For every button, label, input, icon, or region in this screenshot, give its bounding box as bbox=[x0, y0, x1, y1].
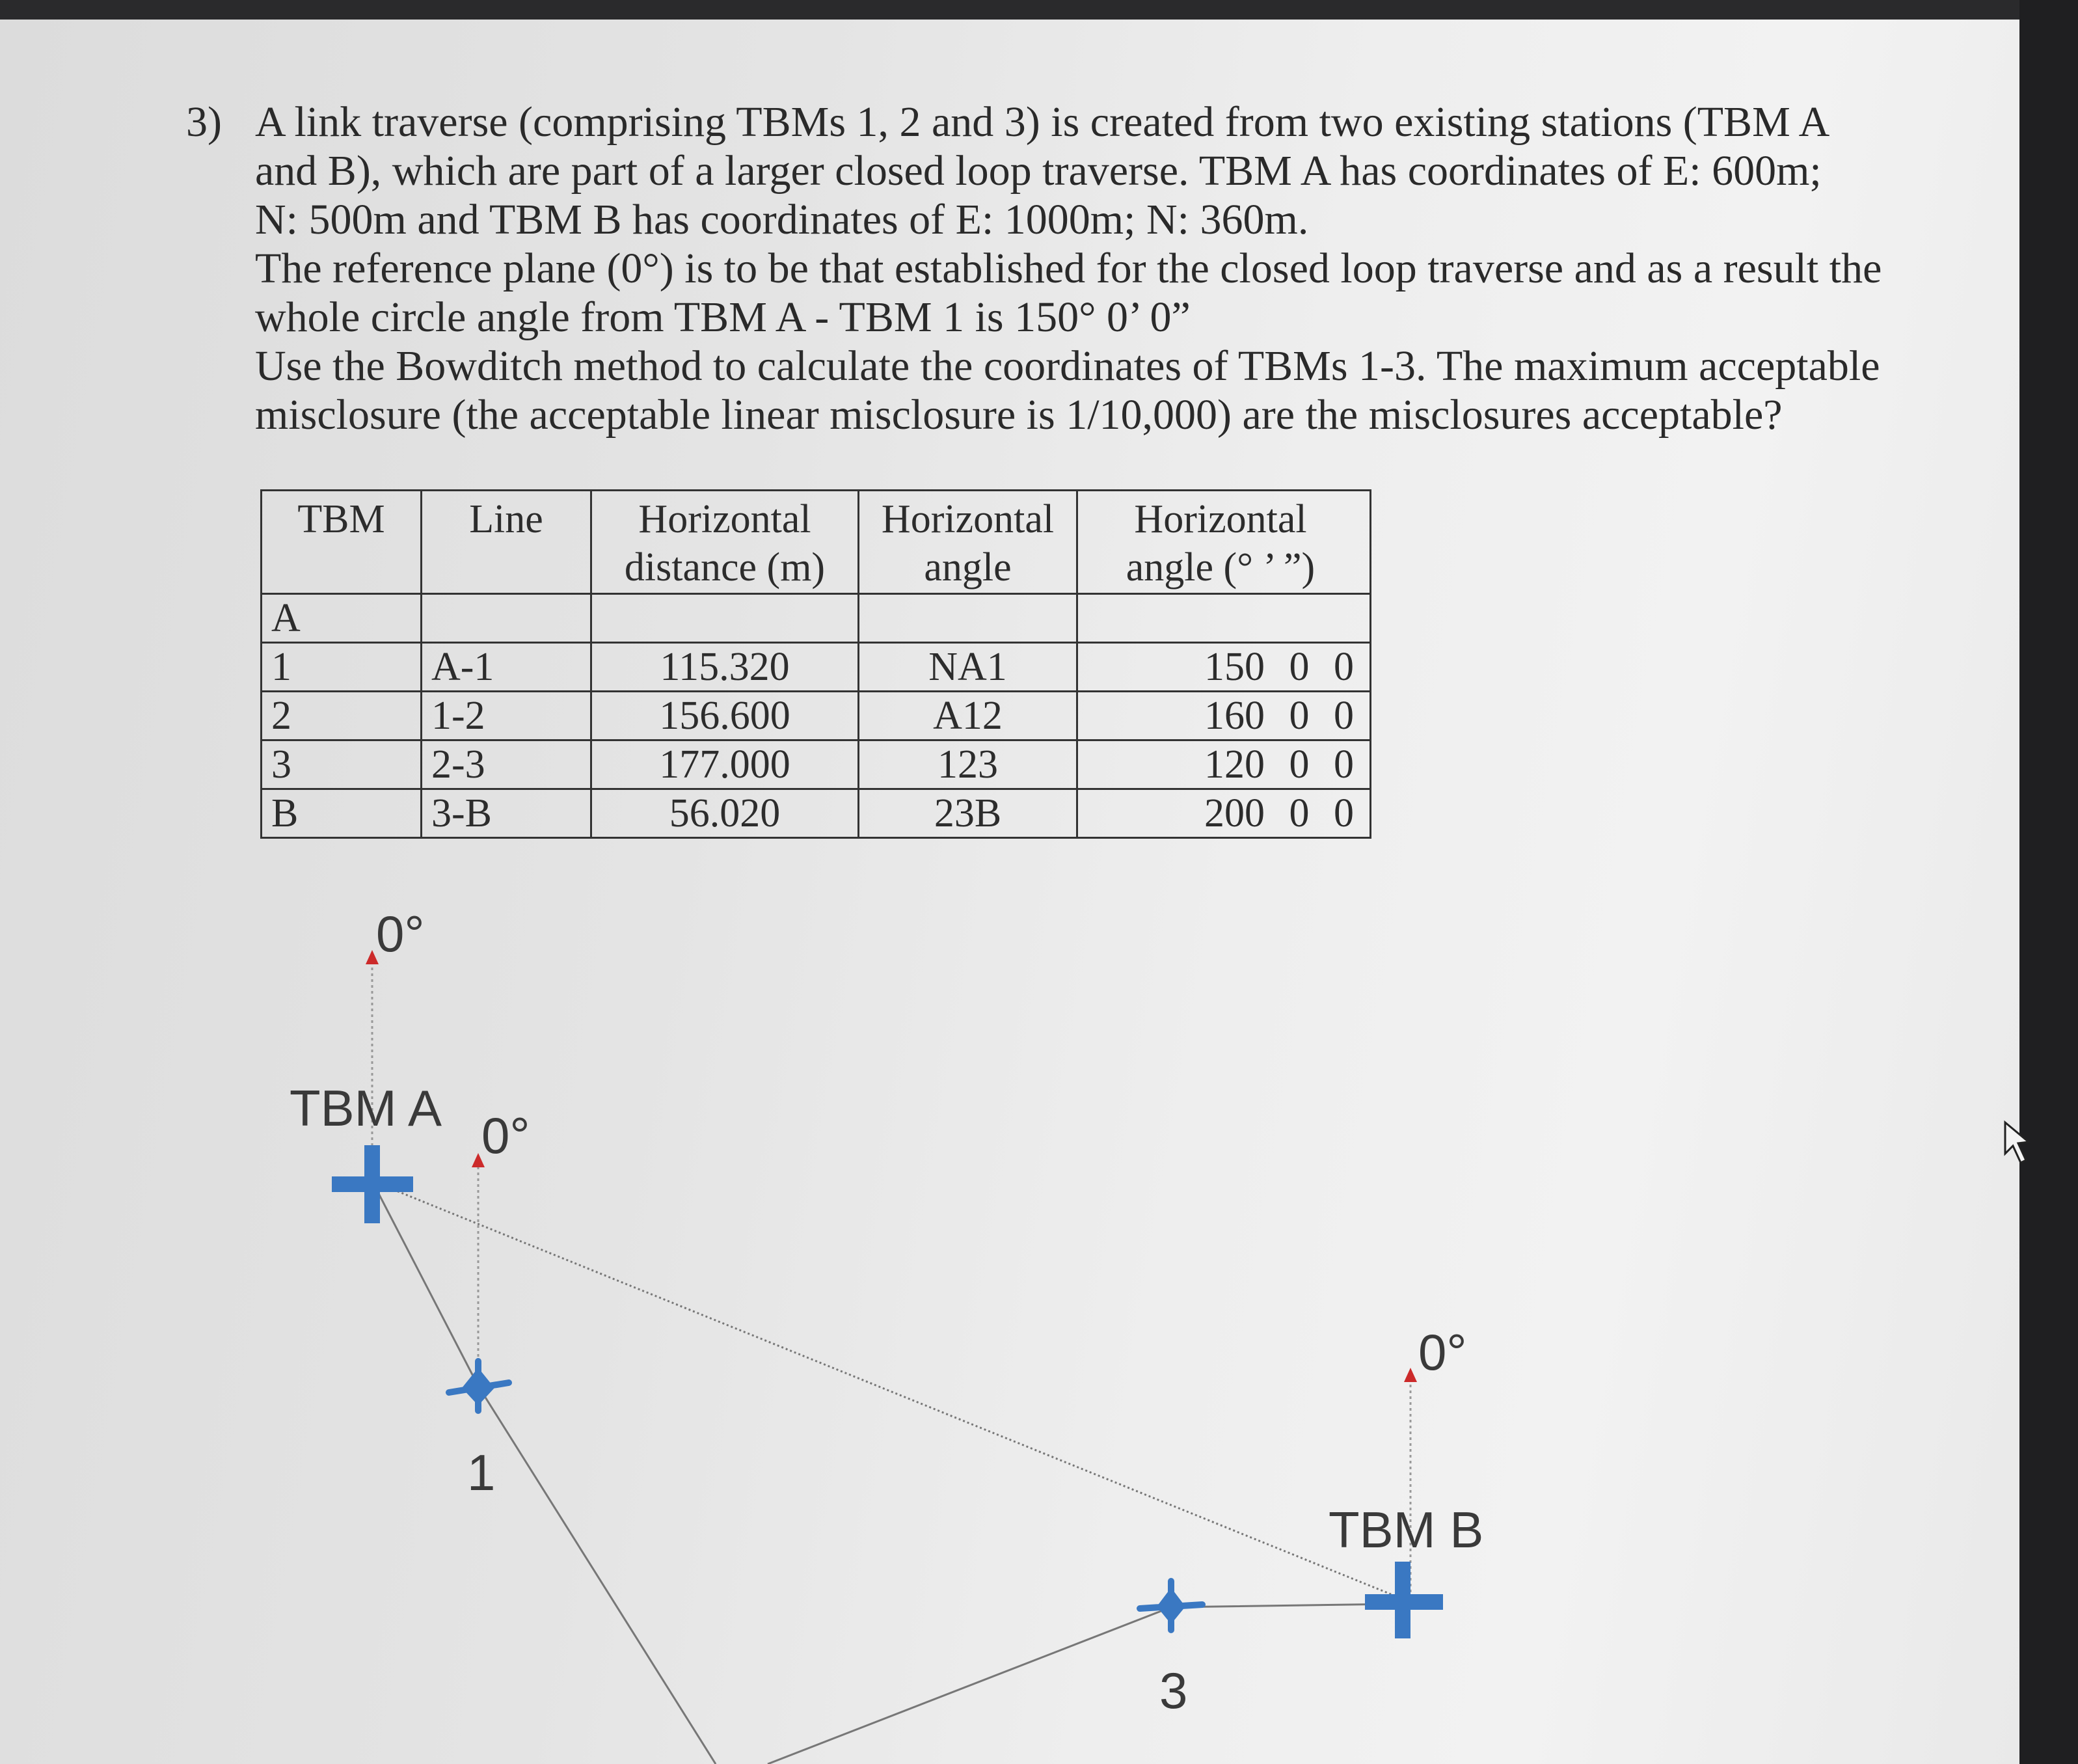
cell-line: 1-2 bbox=[422, 692, 591, 740]
tbm-a-label: TBM A bbox=[290, 1079, 442, 1137]
cell-angle: 123 bbox=[859, 740, 1077, 789]
tbm-a-marker bbox=[332, 1145, 413, 1223]
traverse-path bbox=[372, 1181, 716, 1764]
cell-angle-dms: 200 0 0 bbox=[1077, 789, 1371, 838]
cell-angle: NA1 bbox=[859, 643, 1077, 692]
cell-tbm: 1 bbox=[262, 643, 422, 692]
cell-line: 2-3 bbox=[422, 740, 591, 789]
cell-angle-dms: 160 0 0 bbox=[1077, 692, 1371, 740]
station-3-label: 3 bbox=[1159, 1662, 1188, 1719]
question-line: A link traverse (comprising TBMs 1, 2 and 3) is created from two existing stations (TBM A bbox=[255, 98, 1830, 146]
question-line: misclosure (the acceptable linear misclosure is 1/10,000) are the misclosures acceptable? bbox=[255, 391, 1783, 439]
question-line: whole circle angle from TBM A - TBM 1 is 150° 0’ 0” bbox=[255, 293, 1191, 341]
tbm-b-label: TBM B bbox=[1329, 1501, 1484, 1558]
zero-label-right: 0° bbox=[1418, 1323, 1467, 1381]
cell-angle: A12 bbox=[859, 692, 1077, 740]
cell-distance: 177.000 bbox=[591, 740, 859, 789]
cell-tbm: A bbox=[262, 594, 422, 643]
tbm-b-marker bbox=[1365, 1562, 1443, 1638]
zero-label-mid: 0° bbox=[481, 1107, 530, 1164]
question-line: N: 500m and TBM B has coordinates of E: 1000m; N: 360m. bbox=[255, 196, 1309, 243]
header-angle: Horizontal angle bbox=[859, 491, 1077, 594]
north-arrow-b bbox=[1404, 1368, 1417, 1382]
zero-label-top: 0° bbox=[376, 905, 425, 962]
cell-tbm: B bbox=[262, 789, 422, 838]
cell-angle: 23B bbox=[859, 789, 1077, 838]
header-distance: Horizontal distance (m) bbox=[591, 491, 859, 594]
cell-distance: 156.600 bbox=[591, 692, 859, 740]
cell-distance: 115.320 bbox=[591, 643, 859, 692]
cell-distance: 56.020 bbox=[591, 789, 859, 838]
header-line: Line bbox=[422, 491, 591, 594]
station-1-label: 1 bbox=[467, 1444, 496, 1501]
question-line: The reference plane (0°) is to be that established for the closed loop traverse and as a result the bbox=[255, 245, 1882, 292]
header-angle-dms: Horizontal angle (° ’ ”) bbox=[1077, 491, 1371, 594]
mouse-cursor-icon bbox=[2005, 1122, 2029, 1163]
station-3-marker bbox=[1140, 1581, 1202, 1630]
station-1-marker bbox=[449, 1361, 509, 1411]
cell-line: A-1 bbox=[422, 643, 591, 692]
question-number: 3) bbox=[186, 98, 222, 146]
cell-angle-dms: 150 0 0 bbox=[1077, 643, 1371, 692]
traverse-path-east bbox=[768, 1604, 1399, 1764]
cell-angle-dms: 120 0 0 bbox=[1077, 740, 1371, 789]
question-line: Use the Bowditch method to calculate the coordinates of TBMs 1-3. The maximum acceptable bbox=[255, 342, 1880, 390]
closing-line bbox=[372, 1181, 1399, 1597]
cell-line: 3-B bbox=[422, 789, 591, 838]
cell-tbm: 3 bbox=[262, 740, 422, 789]
cell-tbm: 2 bbox=[262, 692, 422, 740]
header-tbm: TBM bbox=[262, 491, 422, 594]
question-line: and B), which are part of a larger closed loop traverse. TBM A has coordinates of E: 600m; bbox=[255, 147, 1822, 195]
